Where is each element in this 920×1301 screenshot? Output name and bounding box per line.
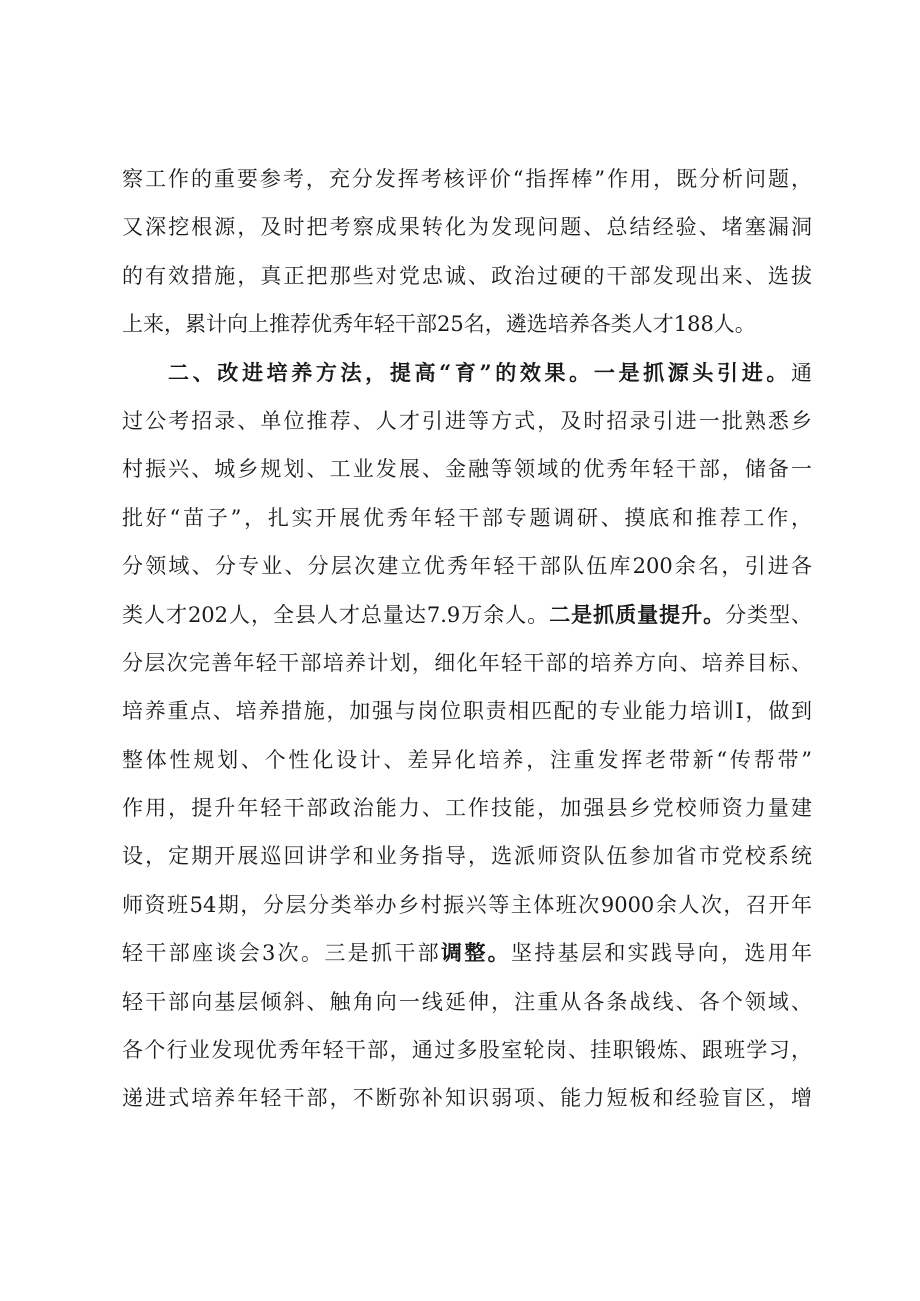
text-line [122,929,812,977]
text-run: 批好“苗子”，扎实开展优秀年轻干部专题调研、摸底和推荐工作， [122,505,812,530]
text-run: 整体性规划、个性化设计、差异化培养，注重发挥老带新“传帮带” [122,747,812,772]
text-run: 各个行业发现优秀年轻干部，通过多股室轮岗、挂职锻炼、跟班学习， [122,1038,812,1063]
text-run: 师资班54期，分层分类举办乡村振兴等主体班次9000余人次，召开年 [122,892,812,917]
text-run: 坚持基层和实践导向，选用年 [511,941,812,966]
text-run: 通 [791,360,812,385]
text-line [122,687,812,735]
text-line [122,445,812,493]
text-line [122,252,812,300]
text-line [122,832,812,880]
text-run: 过公考招录、单位推荐、人才引进等方式，及时招录引进一批熟悉乡 [122,408,812,433]
body-text [122,155,812,1123]
bold-run: 二是抓质量提升。 [549,601,726,627]
text-line [122,1074,812,1122]
text-run: 察工作的重要参考，充分发挥考核评价“指挥棒”作用，既分析问题， [122,167,812,191]
text-run: 轻干部座谈会3次。三是抓干部 [122,941,442,966]
text-line [122,494,812,542]
text-line [122,300,812,348]
text-line [122,203,812,251]
bold-run: 调整。 [441,940,512,966]
text-line [122,155,812,203]
text-run: 分领域、分专业、分层次建立优秀年轻干部队伍库200余名，引进各 [122,554,812,579]
text-run: 上来，累计向上推荐优秀年轻干部25名，遴选培养各类人才188人。 [122,312,756,337]
text-line [122,784,812,832]
text-line [122,542,812,590]
text-line [122,639,812,687]
text-run: 作用，提升年轻干部政治能力、工作技能，加强县乡党校师资力量建 [122,796,812,821]
text-line [122,881,812,929]
text-run: 递进式培养年轻干部，不断弥补知识弱项、能力短板和经验盲区，增 [122,1086,812,1111]
text-run: 轻干部向基层倾斜、触角向一线延伸，注重从各条战线、各个领域、 [122,989,812,1014]
text-run: 培养重点、培养措施，加强与岗位职责相匹配的专业能力培训I，做到 [122,699,812,724]
text-line [122,978,812,1026]
text-line [122,1026,812,1074]
text-run: 又深挖根源，及时把考察成果转化为发现问题、总结经验、堵塞漏洞 [122,215,812,240]
section-heading: 二、改进培养方法，提高“育”的效果。一是抓源头引进。 [168,359,791,385]
text-run: 分类型、 [725,602,813,627]
text-run: 村振兴、城乡规划、工业发展、金融等领域的优秀年轻干部，储备一 [122,457,812,482]
text-run: 分层次完善年轻干部培养计划，细化年轻干部的培养方向、培养目标、 [122,650,812,675]
section-heading-line [122,349,812,397]
text-run: 的有效措施，真正把那些对党忠诚、政治过硬的干部发现出来、选拔 [122,263,812,288]
text-line [122,591,812,639]
text-run: 设，定期开展巡回讲学和业务指导，选派师资队伍参加省市党校系统 [122,844,812,869]
text-line [122,736,812,784]
text-line [122,397,812,445]
text-run: 类人才202人，全县人才总量达7.9万余人。 [122,602,550,627]
